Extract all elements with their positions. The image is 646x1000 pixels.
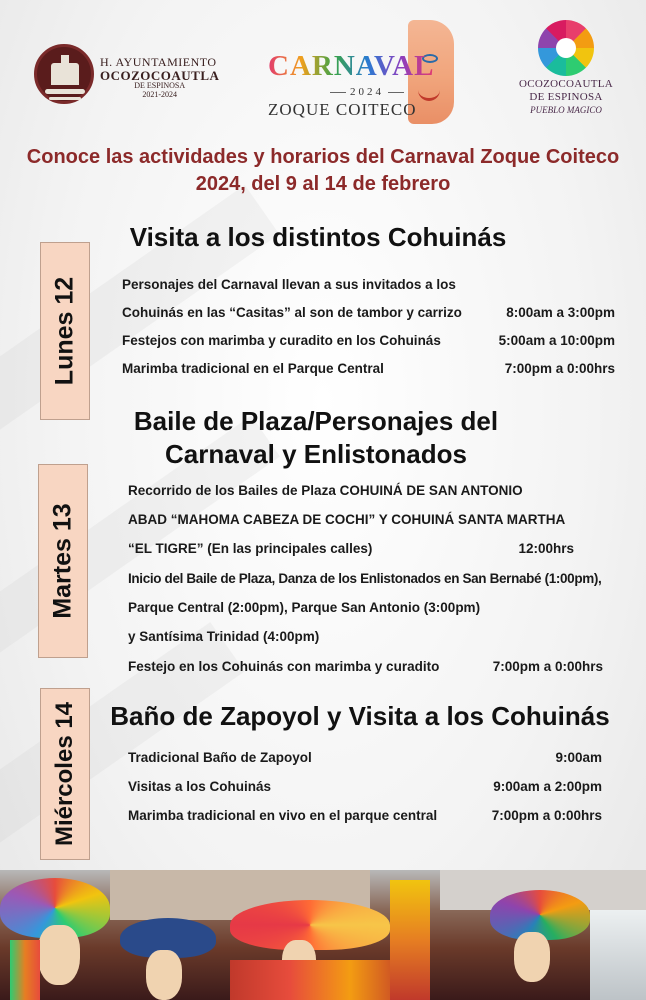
- pueblo-magico-logo: [518, 20, 614, 120]
- event-row: Visitas a los Cohuinás: [128, 779, 272, 794]
- event-time: 7:00pm a 0:00hrs: [492, 659, 603, 674]
- event-row: Tradicional Baño de Zapoyol: [128, 750, 312, 765]
- municipal-seal-icon: [34, 44, 94, 104]
- event-time: 8:00am a 3:00pm: [506, 305, 615, 320]
- section-title: Baño de Zapoyol y Visita a los Cohuinás: [110, 701, 610, 731]
- flower-icon: [538, 20, 594, 76]
- municipality-logo: [34, 44, 220, 108]
- event-row: y Santísima Trinidad (4:00pm): [128, 629, 320, 644]
- pm-line1: OCOZOCOAUTLA: [518, 78, 614, 90]
- event-row: Marimba tradicional en vivo en el parque central: [128, 808, 438, 823]
- event-row: Festejos con marimba y curadito en los Cohuinás: [122, 333, 441, 348]
- pm-line3: PUEBLO MAGICO: [530, 105, 602, 115]
- day-tab-martes: [38, 464, 88, 658]
- event-row: ABAD “MAHOMA CABEZA DE COCHI” Y COHUINÁ SANTA MARTHA: [128, 512, 566, 527]
- municipality-name: OCOZOCOAUTLA: [100, 67, 220, 83]
- event-row: Personajes del Carnaval llevan a sus invitados a los: [122, 277, 456, 292]
- carnaval-word: CARNAVAL: [268, 50, 435, 82]
- carnival-photo: [0, 870, 646, 1000]
- section-title-line2: Carnaval y Enlistonados: [165, 439, 467, 469]
- event-row: Festejo en los Cohuinás con marimba y curadito: [128, 659, 440, 674]
- event-row: Inicio del Baile de Plaza, Danza de los Enlistonados en San Bernabé (1:00pm),: [128, 571, 602, 586]
- municipality-term: 2021-2024: [142, 89, 178, 99]
- municipality-line1: H. AYUNTAMIENTO: [100, 55, 217, 69]
- municipality-line3: DE ESPINOSA: [134, 81, 186, 91]
- day-tab-miercoles: [40, 688, 90, 860]
- event-row: Parque Central (2:00pm), Parque San Antonio (3:00pm): [128, 600, 481, 615]
- carnaval-logo: [268, 20, 458, 125]
- event-time: 7:00pm a 0:00hrs: [504, 361, 615, 376]
- event-time: 12:00hrs: [518, 541, 574, 556]
- event-row: Marimba tradicional en el Parque Central: [122, 361, 384, 376]
- day-label: Martes 13: [48, 503, 77, 619]
- event-time: 9:00am a 2:00pm: [493, 779, 602, 794]
- event-row: “EL TIGRE” (En las principales calles): [128, 541, 373, 556]
- event-time: 7:00pm a 0:00hrs: [491, 808, 602, 823]
- day-label: Lunes 12: [50, 276, 79, 386]
- event-row: Cohuinás en las “Casitas” al son de tambor y carrizo: [122, 305, 462, 320]
- carnaval-year: 2024: [326, 86, 408, 98]
- pm-line2: DE ESPINOSA: [529, 91, 603, 103]
- section-title: Visita a los distintos Cohuinás: [129, 222, 507, 252]
- page-headline: Conoce las actividades y horarios del Carnaval Zoque Coiteco 2024, del 9 al 14 de febrero: [26, 146, 620, 195]
- section-title-line1: Baile de Plaza/Personajes del: [133, 406, 499, 436]
- event-row: Recorrido de los Bailes de Plaza COHUINÁ DE SAN ANTONIO: [128, 483, 523, 498]
- event-time: 5:00am a 10:00pm: [498, 333, 615, 348]
- day-label: Miércoles 14: [51, 701, 78, 847]
- carnaval-subtitle: ZOQUE COITECO: [268, 100, 417, 119]
- event-time: 9:00am: [555, 750, 602, 765]
- day-tab-lunes: [40, 242, 90, 420]
